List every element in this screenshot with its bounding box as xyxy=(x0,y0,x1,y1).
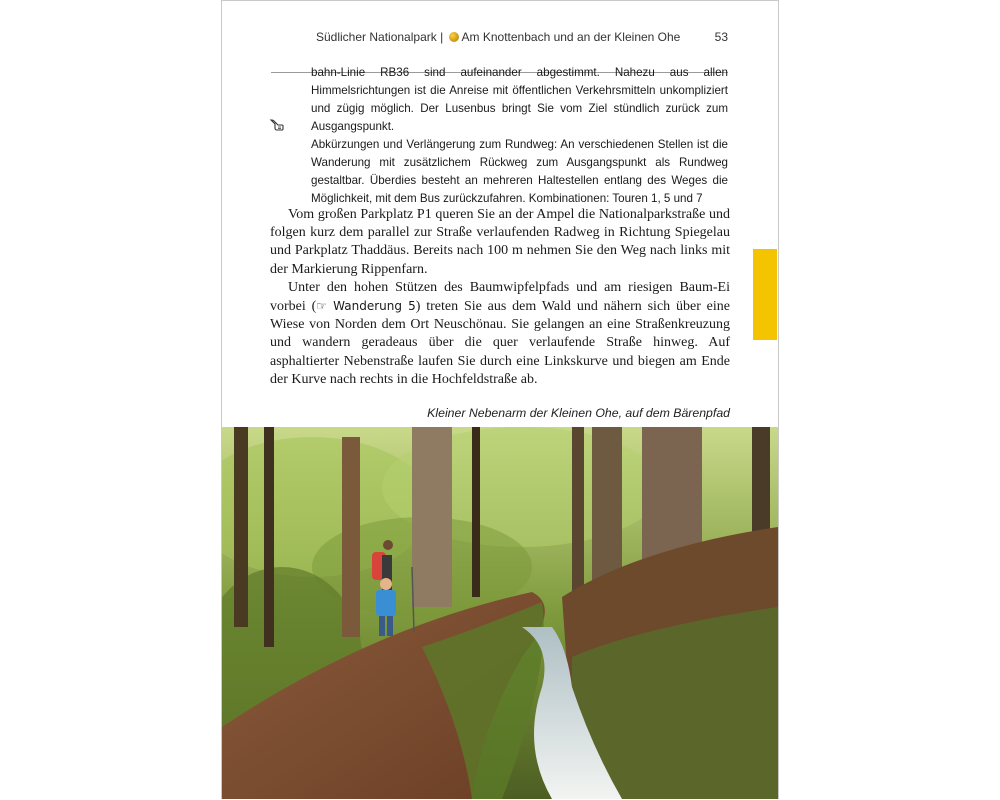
hand-pointer-icon xyxy=(269,118,285,132)
info-block xyxy=(311,64,728,208)
body-paragraph-2-end: ) treten Sie aus dem Wald und nähern sich über eine Wiese von Norden dem Ort Neuschönau. Sie gelangen an eine Straßenkreuzung und wandern geradeaus über die quer verlaufende Straße hinweg. Auf asphaltierter Nebenstraße laufen Sie durch eine Linkskurve und biegen am Ende der Kurve nach rechts in die Hochfeldstraße ab. xyxy=(270,299,730,387)
body-paragraph-2 xyxy=(270,279,730,389)
info-paragraph: bahn-Linie RB36 sind aufeinander abgestimmt. Nahezu aus allen Himmelsrichtungen ist die Anreise mit öffentlichen Verkehrsmitteln unkompliziert und zügig möglich. Der Lusenbus bringt Sie vom Ziel stündlich zurück zum Ausgangspunkt. xyxy=(311,66,728,133)
header-section: Südlicher Nationalpark | xyxy=(316,30,444,44)
body-paragraph-1: Vom großen Parkplatz P1 queren Sie an der Ampel die Nationalparkstraße und folgen kurz dem parallel zur Straße verlaufenden Radweg in Richtung Spiegelau und Parkplatz Thaddäus. Bereits nach 100 m nehmen Sie den Weg nach links mit der Markierung Rippenfarn. xyxy=(270,207,730,277)
chapter-tab-marker xyxy=(753,249,777,340)
body-paragraph-2-start: Unter den hohen Stützen des Baumwipfelpfads und am riesigen Baum-Ei vorbei ( xyxy=(270,279,730,315)
info-paragraph: Abkürzungen und Verlängerung zum Rundweg: An verschiedenen Stellen ist die Wanderung mit zusätzlichem Rückweg zum Ausgangspunkt als Rundweg gestaltbar. Überdies besteht an mehreren Haltestellen entlang des Weges die Möglichkeit, mit dem Bus zurückzufahren. Kombinationen: Touren 1, 5 und 7 xyxy=(311,138,728,205)
header-chapter: Am Knottenbach und an der Kleinen Ohe xyxy=(461,30,681,44)
book-page xyxy=(221,0,779,799)
header-title xyxy=(316,30,680,44)
cross-reference-link[interactable]: ☞ Wanderung 5 xyxy=(316,299,416,314)
running-header xyxy=(222,30,778,48)
body-text xyxy=(270,206,730,389)
forest-stream-photo xyxy=(222,427,778,799)
page-number: 53 xyxy=(714,30,728,44)
photo-caption: Kleiner Nebenarm der Kleinen Ohe, auf dem Bärenpfad xyxy=(427,406,730,420)
tour-marker-icon xyxy=(449,32,459,42)
